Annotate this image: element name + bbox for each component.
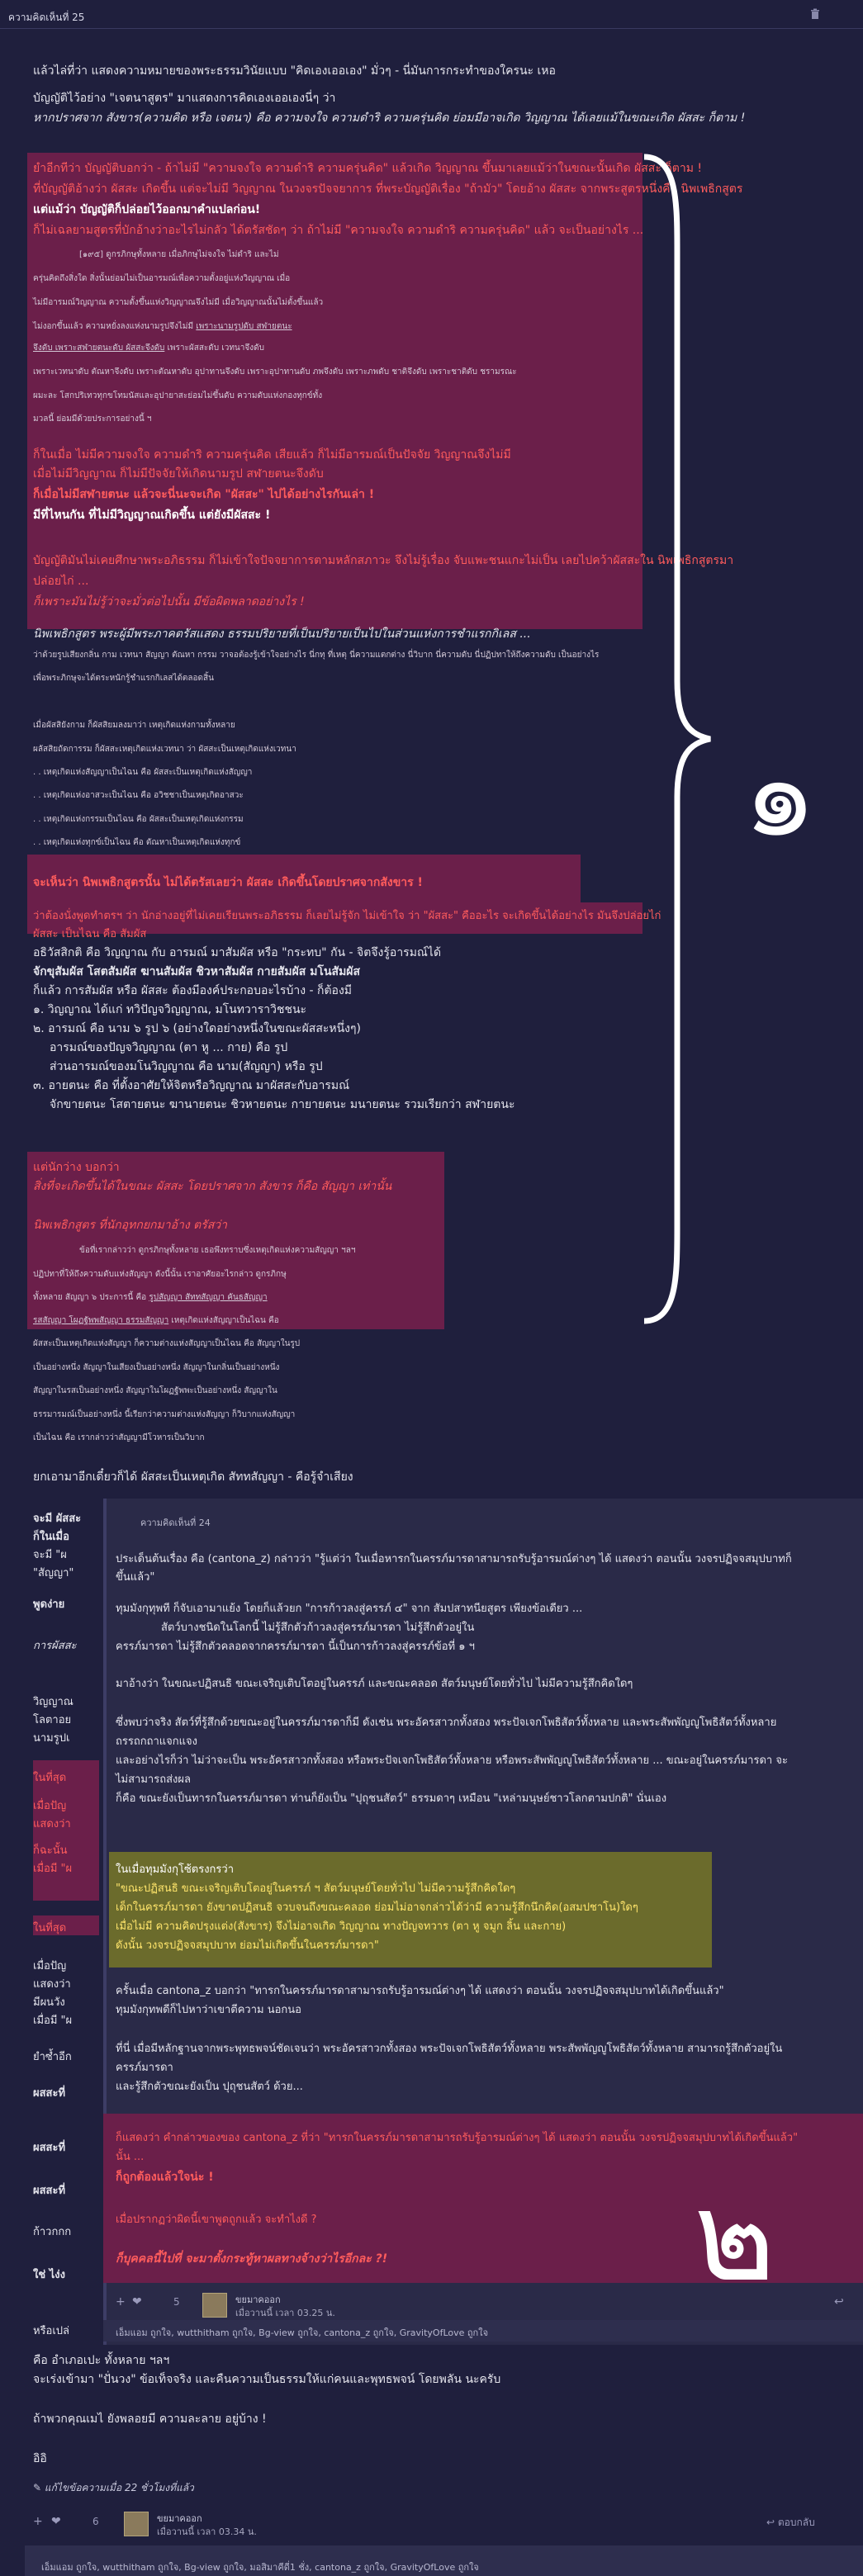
sutta-line-2: ครุ่นคิดถึงสิ่งใด สิ่งนั้นย่อมไม่เป็นอารมณ์เพื่อความตั้งอยู่แห่งวิญญาณ เมื่อ xyxy=(33,274,291,283)
plus-icon[interactable]: + xyxy=(116,2295,126,2308)
after-line-5: เป็นไฉน คือ เรากล่าวว่าสัญญามีโวหารเป็นวิบาก xyxy=(33,1433,205,1442)
olive-line-5: ดังนั้น วงจรปฏิจจสมุปบาท ย่อมไม่เกิดขึ้นในครรภ์มารดา" xyxy=(116,1939,379,1952)
quote-line-11: ก็คือ ขณะยังเป็นทารกในครรภ์มารดา ท่านก็ยังเป็น "ปุถุชนสัตว์" ธรรมดาๆ เหมือน "เหล่ามนุษย์ชาวโลกตามปกติ" นั่นเอง xyxy=(116,1792,667,1805)
mid-bullet-3: . . เหตุเกิดแห่งสัญญาเป็นไฉน คือ ผัสสะเป็นเหตุเกิดแห่งสัญญา xyxy=(33,768,253,777)
box2-line-3: ก็เมื่อไม่มีสฬายตนะ แล้วจะนี่นะจะเกิด "ผัสสะ" ไปได้อย่างไรกันเล่า ! xyxy=(33,488,375,501)
red-line-1: ก็แสดงว่า คำกล่าวของของ cantona_z ที่ว่า "ทารกในครรภ์มารดาสามารถรับรู้อารมณ์ต่างๆ ได้ แสดงว่า ตอนนั้น วงจรปฏิจจสมุปบาทได้เกิดขึ้นแล้ว" xyxy=(116,2132,799,2144)
mid-bullet-6: . . เหตุเกิดแห่งทุกข์เป็นไฉน คือ ตัณหาเป็นเหตุเกิดแห่งทุกข์ xyxy=(33,838,241,847)
like-count: 6 xyxy=(92,2516,99,2527)
intro-line-3: หากปราศจาก สังขาร(ความคิด หรือ เจตนา) คือ ความจงใจ ความดำริ ความครุ่นคิด ย่อมมีอาจเกิด วิญญาณ ได้เลยแม้ในขณะเกิด ผัสสะ ก็ตาม ! xyxy=(33,111,746,125)
box4-sutta-3: ทั้งหลาย สัญญา ๖ ประการนี้ คือ รูปสัญญา สัททสัญญา คันธสัญญา xyxy=(33,1293,268,1302)
box2-line-7: ก็เพราะมันไม่รู้ว่าจะมั่วต่อไปนั้น มีข้อผิดพลาดอย่างไร ! xyxy=(33,595,305,608)
mid-bullet-1: เมื่อผัสสิยังกาม ก็ผัสสิยมลงมาว่า เหตุเกิดแห่งกามทั้งหลาย xyxy=(33,721,235,730)
quote-line-9: และอย่างไรก็ว่า ไม่ว่าจะเป็น พระอัครสาวกทั้งสอง หรือพระปัจเจกโพธิสัตว์ทั้งหลาย หรือพระสัพพัญญูโพธิสัตว์ทั้งหลาย ... ขณะอยู่ในครรภ์มารดา จะ xyxy=(116,1754,788,1767)
heart-icon[interactable]: ❤ xyxy=(132,2295,142,2308)
reply-icon: ↩ xyxy=(766,2517,778,2528)
box1-line-2: ที่บัญญัติอ้างว่า ผัสสะ เกิดขึ้น แต่จะไม่มี วิญญาณ ในวงจรปัจจยาการ ที่พระบัญญัติเรื่อง "ถ้ามัว" โดยอ้าง ผัสสะ จากพระสูตรหนึ่งคือ นิพเพธิกสูตร xyxy=(33,182,743,196)
quote-line-8: ถรรถกถาแจกแจง xyxy=(116,1735,197,1748)
frag: ยำซ้ำอีก xyxy=(33,2051,72,2063)
frag: หรือเปล่ xyxy=(33,2325,70,2337)
rules-line-2: จักขุสัมผัส โสตสัมผัส ฆานสัมผัส ชิวหาสัมผัส กายสัมผัส มโนสัมผัส xyxy=(33,965,361,978)
thai-numeral-two: ๒ xyxy=(694,2166,775,2309)
timestamp: เมื่อวานนี้ เวลา 03.34 น. xyxy=(157,2526,257,2537)
quote-like-count: 5 xyxy=(173,2296,180,2308)
frag: เมื่อมี "ผ xyxy=(33,2015,73,2027)
heart-icon[interactable]: ❤ xyxy=(51,2515,61,2528)
rules-line-6: อารมณ์ของปัญจวิญญาณ (ตา หู ... กาย) คือ รูป xyxy=(50,1041,288,1054)
rules-line-9: จักขายตนะ โสตายตนะ ฆานายตนะ ชิวหายตนะ กายายตนะ มนายตนะ รวมเรียกว่า สฬายตนะ xyxy=(50,1098,515,1111)
quote-likers[interactable]: เอ็มแอม ถูกใจ, wutthitham ถูกใจ, Bg-view ถูกใจ, cantona_z ถูกใจ, GravityOfLove ถูกใจ xyxy=(116,2327,489,2338)
box1-line-4: ก็ไม่เฉลยามสูตรที่บักอ้างว่าอะไรไม่กลัว ได้ตรัสชัดๆ ว่า ถ้าไม่มี "ความจงใจ ความดำริ ความครุ่นคิด" แล้ว จะเป็นอย่างไร ... xyxy=(33,224,644,237)
rules-line-3: ก็แล้ว การสัมผัส หรือ ผัสสะ ต้องมีองค์ประกอบอะไรบ้าง - ก็ต้องมี xyxy=(33,984,353,997)
olive-line-4: เมื่อไม่มี ความคิดปรุงแต่ง(สังขาร) จึงไม่อาจเกิด วิญญาณ ทางปัญจทวาร (ตา หู จมูก ลิ้น และกาย) xyxy=(116,1920,567,1933)
closing-line-1: คือ อำเภอเปะ ทั้งหลาย ฯลฯ xyxy=(33,2354,170,2367)
thai-numeral-one: ๑ xyxy=(743,728,817,863)
after-line-3: สัญญาในรสเป็นอย่างหนึ่ง สัญญาในโผฏฐัพพะเป็นอย่างหนึ่ง สัญญาใน xyxy=(33,1386,277,1395)
intro-line-1: แล้วไล่ที่ว่า แสดงความหมายของพระธรรมวินัยแบบ "คิดเองเออเอง" มั่วๆ - นี่มันการกระทำของใครนะ เหอ xyxy=(33,64,556,78)
rules-line-4: ๑. วิญญาณ ได้แก่ ทวิปัญจวิญญาณ, มโนทวาราวิชชนะ xyxy=(33,1003,307,1016)
frag: ในที่สุด xyxy=(33,1922,67,1934)
sutta-line-1: [๑๙๕] ดูกรภิกษุทั้งหลาย เมื่อภิกษุไม่จงใจ ไม่ดำริ และไม่ xyxy=(79,250,279,259)
curly-brace-1 xyxy=(640,153,714,1325)
sutta-underline-1: เพราะนามรูปดับ สฬายตนะ xyxy=(196,322,292,331)
olive-line-3: เด็กในครรภ์มารดา ยังขาดปฏิสนธิ จวบจนถึงขณะคลอด ย่อมไม่อาจกล่าวได้ว่ามี ความรู้สึกนึกคิด(อสมปชาโน)ใดๆ xyxy=(116,1901,638,1914)
sutta-line-4: ไม่งอกขึ้นแล้ว ความหยั่งลงแห่งนามรูปจึงไม่มี เพราะนามรูปดับ สฬายตนะ xyxy=(33,322,292,331)
frag: ผสสะที่ xyxy=(33,2142,66,2154)
frag: โลตาอย xyxy=(33,1714,72,1726)
after-line-2: เป็นอย่างหนึ่ง สัญญาในเสียงเป็นอย่างหนึ่ง สัญญาในกลิ่นเป็นอย่างหนึ่ง xyxy=(33,1363,280,1372)
sutta-line-3: ไม่มีอารมณ์วิญญาณ ความตั้งขึ้นแห่งวิญญาณจึงไม่มี เมื่อวิญญาณนั้นไม่ตั้งขึ้นแล้ว xyxy=(33,298,324,307)
username[interactable]: ขยมาคออก xyxy=(157,2513,202,2524)
quote-line-3: ทุมมังกุทุพที ก็จับเอามาแย้ง โดยก็แล้วยก "การก้าวลงสู่ครรภ์ ๔" จาก สัมปสาทนียสูตร เพียงข้อเดียว ... xyxy=(116,1603,583,1615)
comment-number: ความคิดเห็นที่ 25 xyxy=(8,12,85,23)
box2-line-1: ก็ในเมื่อ ไม่มีความจงใจ ความดำริ ความครุ่นคิด เสียแล้ว ก็ไม่มีอารมณ์เป็นปัจจัย วิญญาณจึงไม่มี xyxy=(33,448,511,462)
box4-underline-1: รูปสัญญา สัททสัญญา คันธสัญญา xyxy=(149,1293,268,1302)
frag: การผัสสะ xyxy=(33,1640,77,1652)
quote-line-7: ซึ่งพบว่าจริง สัตว์ที่รู้สึกด้วยขณะอยู่ในครรภ์มารดาก็มี ดังเช่น พระอัครสาวกทั้งสอง พระปัจเจกโพธิสัตว์ทั้งหลาย และพระสัพพัญญูโพธิสัตว์ทั้งหลาย xyxy=(116,1717,777,1729)
avatar[interactable] xyxy=(124,2512,149,2536)
red-line-2: นั้น ... xyxy=(116,2151,145,2163)
quote-username[interactable]: ขยมาคออก xyxy=(235,2294,281,2305)
closing-line-3: ถ้าพวกคุณเมไ ยังพลอยมี ความละลาย อยู่บ้าง ! xyxy=(33,2413,267,2426)
frag: ก็ในเมื่อ xyxy=(33,1531,69,1543)
plus-icon[interactable]: + xyxy=(33,2515,43,2528)
sutta-line-7: ผมะละ โสกปริเทวทุกขโทมนัสและอุปายาสะย่อมไม่ขึ้นดับ ความดับแห่งกองทุกข์ทั้ง xyxy=(33,391,323,400)
frag: ในที่สุด xyxy=(33,1772,67,1784)
frag: แสดงว่า xyxy=(33,1818,71,1830)
mid-bullet-2: ผลัสสิยถัดการรม ก็ผัสสะเหตุเกิดแห่งเวทนา ว่า ผัสสะเป็นเหตุเกิดแห่งเวทนา xyxy=(33,745,296,754)
frag: เมื่อปัญ xyxy=(33,1960,67,1972)
olive-line-2: "ขณะปฏิสนธิ ขณะเจริญเติบโตอยู่ในครรภ์ ฯ สัตว์มนุษย์โดยทั่วไป ไม่มีความรู้สึกคิดใดๆ xyxy=(116,1882,516,1895)
after-line-4: ธรรมารมณ์เป็นอย่างหนึ่ง นี้เรียกว่าความต่างแห่งสัญญา ก็วิบากแห่งสัญญา xyxy=(33,1410,296,1419)
mid-bullet-4: . . เหตุเกิดแห่งอาสวะเป็นไฉน คือ อวิชชาเป็นเหตุเกิดอาสวะ xyxy=(33,791,244,800)
mid-line-3: เพื่อพระภิกษุจะได้ตระหนักรู้ชำแรกกิเลสได้ตลอดสิ้น xyxy=(33,674,214,683)
box4-underline-2: รสสัญญา โผฏฐัพพสัญญา ธรรมสัญญา xyxy=(33,1316,169,1325)
frag: เมื่อปัญ xyxy=(33,1800,67,1812)
edited-note: ✎ แก้ไขข้อความเมื่อ 22 ชั่วโมงที่แล้ว xyxy=(33,2482,194,2493)
rules-line-7: ส่วนอารมณ์ของมโนวิญญาณ คือ นาม(สัญญา) หรือ รูป xyxy=(50,1060,323,1073)
box2-line-6: ปล่อยไก่ ... xyxy=(33,575,89,588)
quote-line-16: และรู้สึกตัวขณะยังเป็น ปุถุชนสัตว์ ด้วย... xyxy=(116,2081,303,2093)
rules-line-1: อธิวัสสิกติ คือ วิญญาณ กับ อารมณ์ มาสัมผัส หรือ "กระทบ" กัน - จิตจึงรู้อารมณ์ได้ xyxy=(33,946,442,959)
box4-line-3: นิพเพธิกสูตร ที่นักอุทกยกมาอ้าง ตรัสว่า xyxy=(33,1219,228,1232)
comment-header xyxy=(0,0,863,29)
frag: จะมี "ผ xyxy=(33,1549,67,1561)
rules-line-8: ๓. อายตนะ คือ ที่ตั้งอาศัยให้จิตหรือวิญญาณ มาผัสสะกับอารมณ์ xyxy=(33,1079,350,1092)
box2-line-2: เมื่อไม่มีวิญญาณ ก็ไม่มีปัจจัยให้เกิดนามรูป สฬายตนะจึงดับ xyxy=(33,467,324,481)
red-line-3: ก็ถูกต้องแล้วใจน่ะ ! xyxy=(116,2171,214,2184)
trash-icon[interactable] xyxy=(810,8,820,20)
mid-line-1: นิพเพธิกสูตร พระผู้มีพระภาคตรัสแสดง ธรรมปริยายที่เป็นปริยายเป็นไปในส่วนแห่งการชำแรกกิเลส ... xyxy=(33,627,531,641)
box4-line-2: สิ่งที่จะเกิดขึ้นได้ในขณะ ผัสสะ โดยปราศจาก สังขาร ก็คือ สัญญา เท่านั้น xyxy=(33,1180,392,1193)
box2-line-4: มีที่ไหนกัน ที่ไม่มีวิญญาณเกิดขึ้น แต่ยังมีผัสสะ ! xyxy=(33,509,271,522)
frag: ผสสะที่ xyxy=(33,2087,66,2100)
sutta-line-5: จึงดับ เพราะสฬายตนะดับ ผัสสะจึงดับ เพราะผัสสะดับ เวทนาจึงดับ xyxy=(33,343,264,353)
quote-line-12: ครั้นเมื่อ cantona_z บอกว่า "ทารกในครรภ์มารดาสามารถรับรู้อารมณ์ต่างๆ ได้ แสดงว่า ตอนนั้น วงจรปฏิจจสมุปบาทได้เกิดขึ้นแล้ว" xyxy=(116,1985,724,1997)
olive-line-1: ในเมื่อทุมมังกุโซ้ตรงกรว่า xyxy=(116,1863,235,1876)
closing-line-2: จะเร่งเข้ามา "ปั่นวง" ข้อเท็จจริง และคืนความเป็นธรรมให้แก่คนและพุทธพจน์ โดยพลัน นะครับ xyxy=(33,2373,501,2386)
frag: นามรูปเ xyxy=(33,1732,70,1745)
reply-button[interactable]: ↩ ตอบกลับ xyxy=(766,2517,815,2528)
quote-title: ความคิดเห็นที่ 24 xyxy=(140,1518,211,1528)
frag: วิญญาณ xyxy=(33,1696,73,1708)
box4-sutta-2: ปฏิปทาที่ให้ถึงความดับแห่งสัญญา ดังนี้นั้น เราอาศัยอะไรกล่าว ดูกรภิกษุ xyxy=(33,1270,287,1279)
likers-list[interactable]: เอ็มแอม ถูกใจ, wutthitham ถูกใจ, Bg-view ถูกใจ, มอสิมาคีดี่1 ชั่ง, cantona_z ถูกใจ, GravityOfLove ถูกใจ xyxy=(41,2562,479,2573)
quote-line-14: ที่นี่ เมื่อมีหลักฐานจากพระพุทธพจน์ชัดเจนว่า พระอัครสาวกทั้งสอง พระปัจเจกโพธิสัตว์ทั้งหลาย พระสัพพัญญูโพธิสัตว์ทั้งหลาย สามารถรู้สึกตัวอยู่ใน xyxy=(116,2043,783,2055)
after-line-1: ผัสสะเป็นเหตุเกิดแห่งสัญญา ก็ความต่างแห่งสัญญาเป็นไฉน คือ สัญญาในรูป xyxy=(33,1339,301,1348)
closing-line-4: อิอิ xyxy=(33,2452,47,2465)
mid-bullet-5: . . เหตุเกิดแห่งกรรมเป็นไฉน คือ ผัสสะเป็นเหตุเกิดแห่งกรรม xyxy=(33,815,244,824)
box1-line-3: แต่แม้ว่า บัญญัติก็ปล่อยไว้ออกมาคำแปลก่อน! xyxy=(33,203,261,216)
quote-line-15: ครรภ์มารดา xyxy=(116,2062,173,2074)
quote-line-4: สัตว์บางชนิดในโลกนี้ ไม่รู้สึกตัวก้าวลงสู่ครรภ์มารดา ไม่รู้สึกตัวอยู่ใน xyxy=(161,1622,475,1634)
frag: แสดงว่า xyxy=(33,1978,71,1991)
quote-line-1: ประเด็นต้นเรื่อง คือ (cantona_z) กล่าวว่า "รู้แต่ว่า ในเมื่อหารกในครรภ์มารดาสามารถรับรู้อารมณ์ต่างๆ ได้ แสดงว่า ตอนนั้น วงจรปฏิจจสมุปบาทก็ xyxy=(116,1553,792,1565)
left-fragments xyxy=(33,1503,99,2353)
frag: พูดง่าย xyxy=(33,1598,65,1611)
box1-line-1: ยำอีกทีว่า บัญญัติบอกว่า - ถ้าไม่มี "ความจงใจ ความดำริ ความครุ่นคิด" แล้วเกิด วิญญาณ ขึ้นมาเลยแม้ว่าในขณะนั้นเกิด ผัสสะ ก็ตาม ! xyxy=(33,162,703,175)
frag: ก้าวกกก xyxy=(33,2226,72,2238)
reply-icon[interactable]: ↩ xyxy=(834,2295,844,2308)
frag: ก็ฉะนั้น xyxy=(33,1844,68,1857)
quote-line-5: ครรภ์มารดา ไม่รู้สึกตัวคลอดจากครรภ์มารดา นี้เป็นการก้าวลงสู่ครรภ์ข้อที่ ๑ ฯ xyxy=(116,1641,475,1653)
mid-line-2: ว่าด้วยรูปเสียงกลิ่น กาม เวทนา สัญญา ตัณหา กรรม วาจอต้องรู้เข้าใจอย่างไร นี่กทุ ที่เหตุ นี่ความแตกต่าง นี่วิบาก นี่ความดับ นี่ปฏิปทาให้ถึงความดับ เป็นอย่างไร xyxy=(33,651,600,660)
sutta-line-6: เพราะเวทนาดับ ตัณหาจึงดับ เพราะตัณหาดับ อุปาทานจึงดับ เพราะอุปาทานดับ ภพจึงดับ เพราะภพดับ ชาติจึงดับ เพราะชาติดับ ชรามรณะ xyxy=(33,367,517,376)
box3-line-2: ว่าต้องนั่งพูดทำตรฯ ว่า นักอ่างอยู่ที่ไม่เคยเรียนพระอภิธรรม ก็เลยไม่รู้จัก ไม่เข้าใจ ว่า "ผัสสะ" คืออะไร จะเกิดขึ้นได้อย่างไร มันจึงปล่อยไก่ xyxy=(33,910,661,922)
box4-sutta-4: รสสัญญา โผฏฐัพพสัญญา ธรรมสัญญา เหตุเกิดแห่งสัญญาเป็นไฉน คือ xyxy=(33,1316,279,1325)
frag: ใช่ ไง่ง xyxy=(33,2269,65,2281)
frag: จะมี ผัสสะ xyxy=(33,1513,82,1525)
red-line-4: เมื่อปรากฏว่าผิดนี้เขาพูดถูกแล้ว จะทำไงดี ? xyxy=(116,2214,317,2226)
sutta-underline-2: จึงดับ เพราะสฬายตนะดับ ผัสสะจึงดับ xyxy=(33,343,165,353)
quote-line-10: ไม่สามารถส่งผล xyxy=(116,1773,191,1786)
quote-line-2: ขึ้นแล้ว" xyxy=(116,1571,155,1584)
red-line-5: ก็บุคคลนี้ไปที่ จะมาตั้งกระทู้หาผลทางจ้างว่าไรอีกละ ?! xyxy=(116,2252,388,2266)
box3-line-3: ผัสสะ เป็นไฉน คือ สัมผัส xyxy=(33,928,147,940)
frag: เมื่อมี "ผ xyxy=(33,1863,73,1875)
box3-line-1: จะเห็นว่า นิพเพธิกสูตรนั้น ไม่ได้ตรัสเลยว่า ผัสสะ เกิดขึ้นโดยปราศจากสังขาร ! xyxy=(33,876,423,889)
quote-line-6: มาอ้างว่า ในขณะปฏิสนธิ ขณะเจริญเติบโตอยู่ในครรภ์ และขณะคลอด สัตว์มนุษย์โดยทั่วไป ไม่มีความรู้สึกคิดใดๆ xyxy=(116,1678,633,1690)
edit-icon: ✎ xyxy=(33,2482,45,2493)
rules-line-5: ๒. อารมณ์ คือ นาม ๖ รูป ๖ (อย่างใดอย่างหนึ่งในขณะผัสสะหนึ่งๆ) xyxy=(33,1022,362,1035)
box4-line-1: แต่นักว่าง บอกว่า xyxy=(33,1161,120,1174)
frag: "สัญญา" xyxy=(33,1567,74,1579)
after-line-6: ยกเอามาอีกเดี๋ยวก็ได้ ผัสสะเป็นเหตุเกิด สัททสัญญา - คือรู้จำเสียง xyxy=(33,1470,353,1484)
frag: ผสสะที่ xyxy=(33,2185,66,2197)
frag: มีผนวัง xyxy=(33,1996,65,2009)
quote-timestamp: เมื่อวานนี้ เวลา 03.25 น. xyxy=(235,2308,335,2318)
box2-line-5: บัญญัติมันไม่เคยศึกษาพระอภิธรรม ก็ไม่เข้าใจปัจจยาการตามหลักสภาวะ จึงไม่รู้เรื่อง จับแพะชนแกะไม่เป็น เลยไปคว้าผัสสะใน นิพเพธิกสูตรมา xyxy=(33,554,734,567)
avatar[interactable] xyxy=(202,2293,227,2318)
box4-sutta-1: ข้อที่เรากล่าวว่า ดูกรภิกษุทั้งหลาย เธอพึงทราบซึ่งเหตุเกิดแห่งความสัญญา ฯลฯ xyxy=(79,1246,356,1255)
sutta-line-8: มวลนี้ ย่อมมีด้วยประการอย่างนี้ ฯ xyxy=(33,414,152,424)
quote-line-13: ทุมมังกุทพดีก็ไปหาว่าเขาตีความ นอกนอ xyxy=(116,2004,301,2016)
intro-line-2: บัญญัติไว้อย่าง "เจตนาสูตร" มาแสดงการคิดเองเออเองนี่ๆ ว่า xyxy=(33,92,336,105)
